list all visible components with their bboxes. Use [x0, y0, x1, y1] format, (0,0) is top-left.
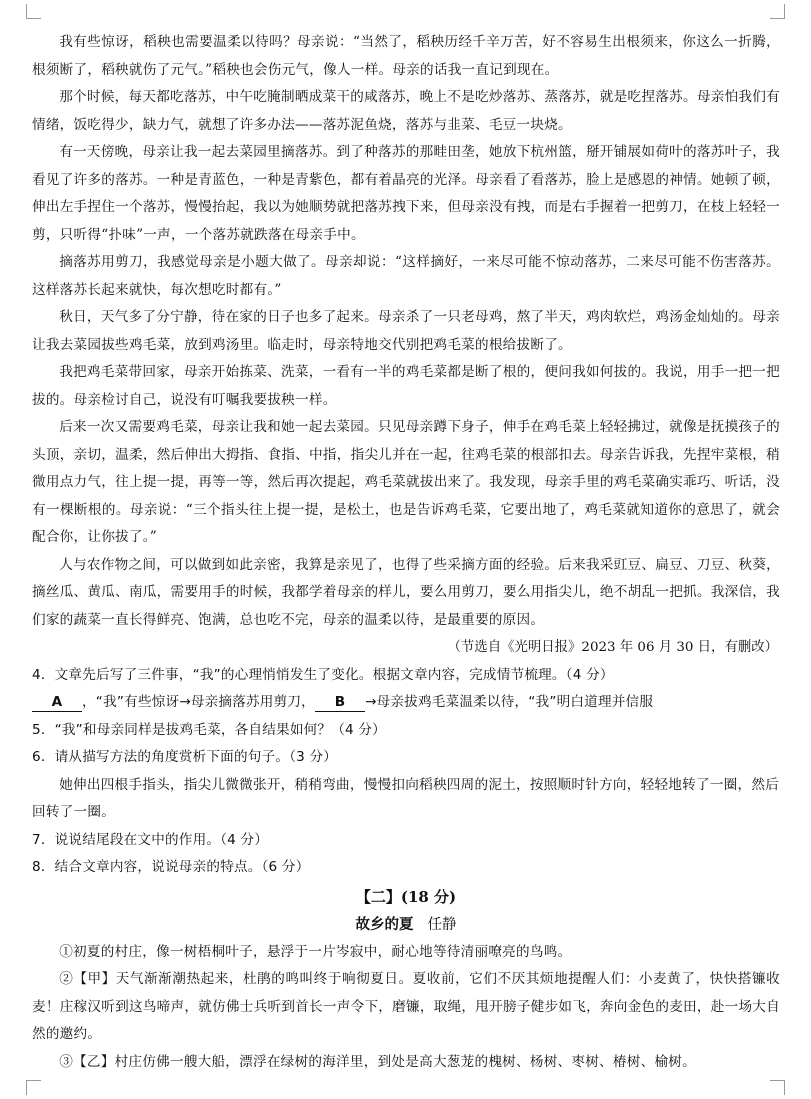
- crop-mark-bottom-left: [26, 1080, 41, 1095]
- passage-paragraph-1: 我有些惊讶，稻秧也需要温柔以待吗？母亲说：“当然了，稻秧历经千辛万苦，好不容易生出根须来，你这么一折腾，根须断了，稻秧就伤了元气。”稻秧也会伤元气，像人一样。母亲的话我一直记到现在。: [32, 34, 780, 78]
- passage-paragraph-8: 人与农作物之间，可以做到如此亲密，我算是亲见了，也得了些采摘方面的经验。后来我采豇豆、扁豆、刀豆、秋葵，摘丝瓜、黄瓜、南瓜，需要用手的时候，我都学着母亲的样儿，要么用剪刀，要么用指尖儿，绝不胡乱一把抓。我深信，我们家的蔬菜一直长得鲜亮、饱满，总也吃不完，母亲的温柔以待，是最重要的原因。: [32, 556, 780, 628]
- document-page: [32, 29, 780, 1076]
- passage-paragraph-6: 我把鸡毛菜带回家，母亲开始拣菜、洗菜，一看有一半的鸡毛菜都是断了根的，便问我如何拔的。我说，用手一把一把拔的。母亲检讨自己，说没有叮嘱我要拔秧一样。: [32, 364, 780, 408]
- passage-paragraph-2: 那个时候，每天都吃落苏，中午吃腌制晒成菜干的咸落苏，晚上不是吃炒落苏、蒸落苏，就是吃捏落苏。母亲怕我们有情绪，饭吃得少，缺力气，就想了许多办法——落苏泥鱼烧，落苏与韭菜、毛豆一块烧。: [32, 89, 780, 133]
- essay-title: 故乡的夏: [355, 915, 414, 933]
- question-6-quote: 她伸出四根手指头，指尖儿微微张开，稍稍弯曲，慢慢扣向稻秧四周的泥土，按照顺时针方向，轻轻地转了一圈，然后回转了一圈。: [32, 776, 780, 820]
- plot-chain-part-1: ，“我”有些惊讶→母亲摘落苏用剪刀，: [82, 694, 315, 710]
- question-5: 5．“我”和母亲同样是拔鸡毛菜，各自结果如何？（4 分）: [32, 721, 386, 738]
- crop-mark-top-left: [26, 4, 41, 19]
- essay-paragraph-2: ②【甲】天气渐渐潮热起来，杜鹃的鸣叫终于响彻夏日。夏收前，它们不厌其烦地提醒人们：小麦黄了，快快搭镰收麦！庄稼汉听到这鸟啼声，就仿佛士兵听到首长一声令下，磨镰，取绳，甩开膀子健步如飞，奔向金色的麦田，赴一场大自然的邀约。: [32, 971, 780, 1042]
- blank-b[interactable]: B: [315, 693, 365, 712]
- passage-paragraph-7: 后来一次又需要鸡毛菜，母亲让我和她一起去菜园。只见母亲蹲下身子，伸手在鸡毛菜上轻轻拂过，就像是抚摸孩子的头顶，亲切，温柔，然后伸出大拇指、食指、中指，指尖儿并在一起，往鸡毛菜的根部扣去。母亲告诉我，先捏牢菜根，稍微用点力气，往上提一提，再等一等，然后再次提起，鸡毛菜就拔出来了。我发现，母亲手里的鸡毛菜确实乖巧、听话，没有一棵断根的。母亲说：“三个指头往上提一提，是松土，也是告诉鸡毛菜，它要出地了，鸡毛菜就知道你的意思了，就会配合你，让你拔了。”: [32, 419, 780, 545]
- question-6: 6．请从描写方法的角度赏析下面的句子。（3 分）: [32, 749, 338, 765]
- passage-paragraph-3: 有一天傍晚，母亲让我一起去菜园里摘落苏。到了种落苏的那畦田垄，她放下杭州篮，掰开铺展如荷叶的落苏叶子，我看见了许多的落苏。一种是青蓝色，一种是青紫色，都有着晶亮的光泽。母亲看了看落苏，脸上是感恩的神情。她顿了顿，伸出左手捏住一个落苏，慢慢抬起，我以为她顺势就把落苏拽下来，但母亲没有拽，而是右手握着一把剪刀，在枝上轻轻一剪，只听得“扑味”一声，一个落苏就跌落在母亲手中。: [32, 144, 780, 243]
- crop-mark-bottom-right: [770, 1080, 785, 1095]
- essay-heading: [32, 911, 780, 939]
- essay-paragraph-1: ①初夏的村庄，像一树梧桐叶子，悬浮于一片岑寂中，耐心地等待清丽嘹亮的鸟鸣。: [59, 943, 572, 960]
- passage-paragraph-4: 摘落苏用剪刀，我感觉母亲是小题大做了。母亲却说：“这样摘好，一来尽可能不惊动落苏，二来尽可能不伤害落苏。这样落苏长起来就快，每次想吃时都有。”: [32, 254, 780, 298]
- question-4-plot-chain: [32, 689, 780, 717]
- section-2-title: 【二】(18 分): [355, 887, 457, 906]
- crop-mark-top-right: [770, 4, 785, 19]
- essay-author: 任静: [427, 916, 457, 933]
- plot-chain-part-2: →母亲拔鸡毛菜温柔以待，“我”明白道理并信服: [364, 694, 654, 710]
- essay-paragraph-3: ③【乙】村庄仿佛一艘大船，漂浮在绿树的海洋里，到处是高大葱茏的槐树、杨树、枣树、椿树、榆树。: [59, 1053, 696, 1070]
- blank-a[interactable]: A: [32, 693, 82, 712]
- source-citation: （节选自《光明日报》2023 年 06 月 30 日，有删改）: [447, 640, 778, 655]
- question-7: 7．说说结尾段在文中的作用。（4 分）: [32, 831, 269, 848]
- passage-paragraph-5: 秋日，天气多了分宁静，待在家的日子也多了起来。母亲杀了一只老母鸡，熬了半天，鸡肉软烂，鸡汤金灿灿的。母亲让我去菜园拔些鸡毛菜，放到鸡汤里。临走时，母亲特地交代别把鸡毛菜的根给拔断了。: [32, 309, 780, 353]
- question-8: 8．结合文章内容，说说母亲的特点。（6 分）: [32, 859, 310, 875]
- question-4: 4．文章先后写了三件事，“我”的心理悄悄发生了变化。根据文章内容，完成情节梳理。（4 分）: [32, 666, 614, 683]
